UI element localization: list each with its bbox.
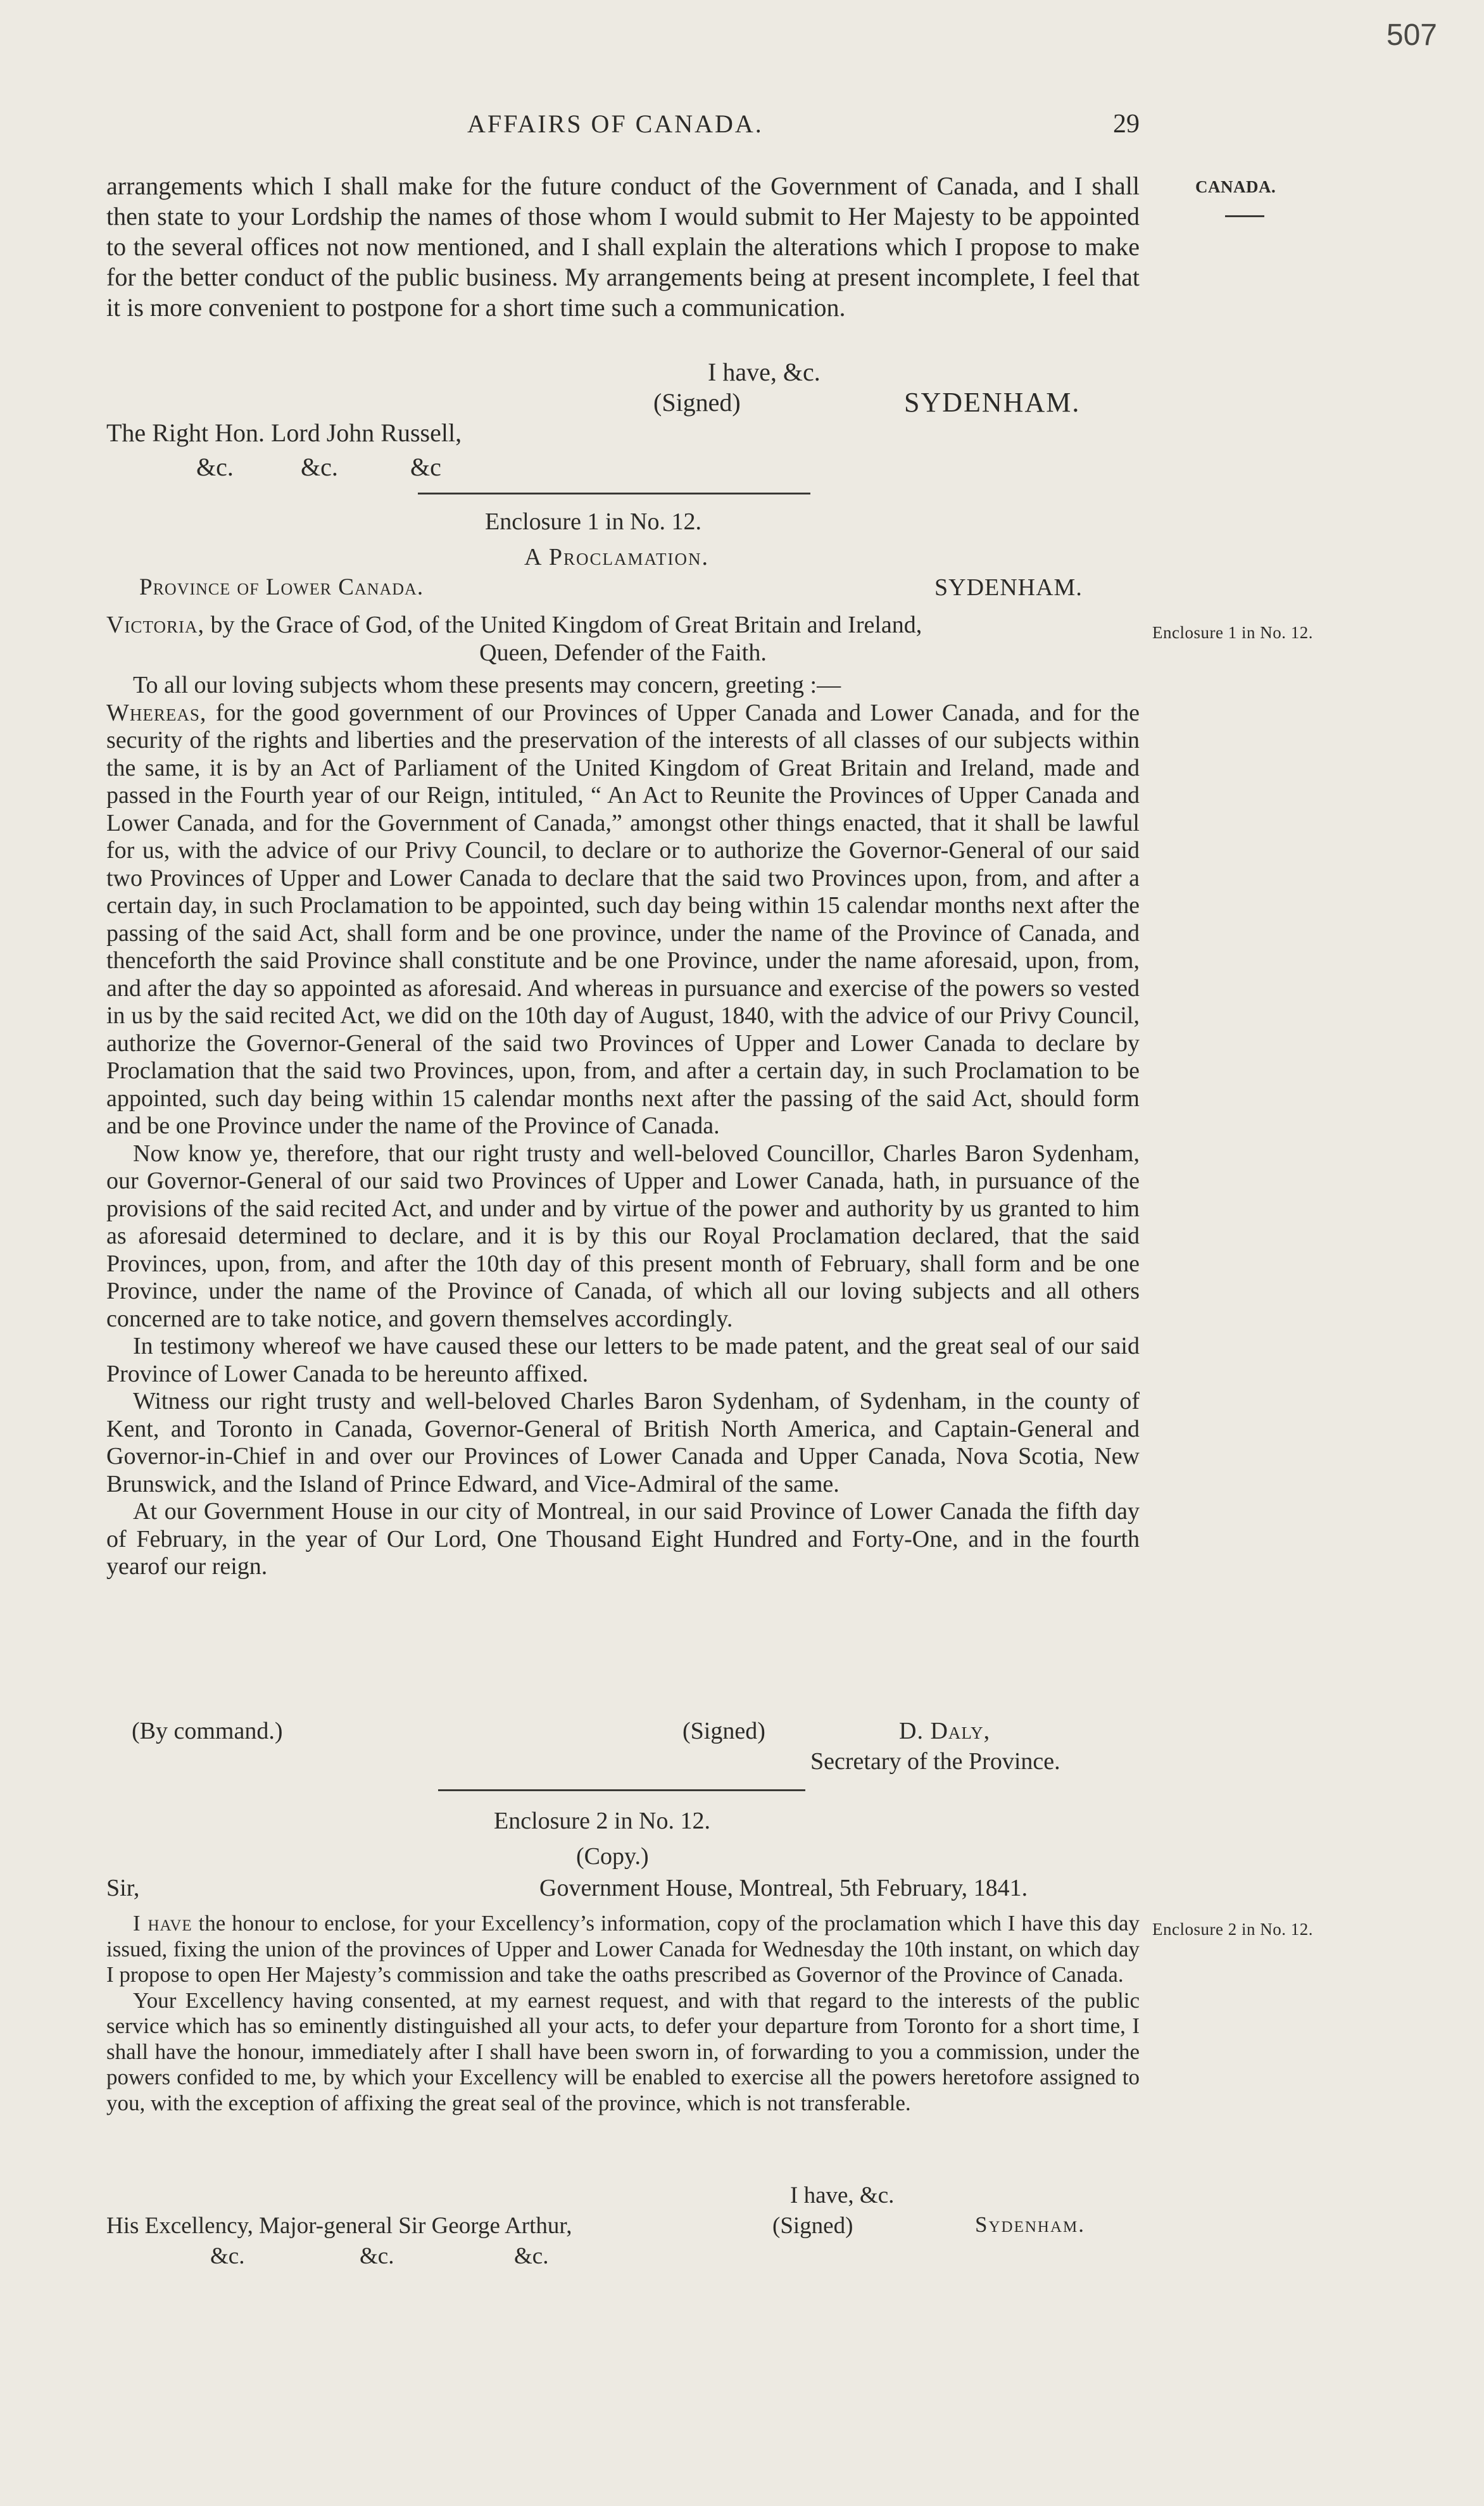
letter-signature: SYDENHAM.: [904, 387, 1081, 418]
testimony-paragraph: In testimony whereof we have caused these our letters to be made patent, and the great seal of our said Province of Lower Canada to be hereunto affixed.: [106, 1333, 1140, 1387]
now-know-paragraph: Now know ye, therefore, that our right trusty and well-beloved Councillor, Charles Baron Sydenham, our Governor-General of our said two Provinces of Upper and Lower Canada, hath, in pursuance of the provisions of the said recited Act, and under and by virtue of the power and authority by us granted to him as aforesaid determined to declare, and it is by this our Royal Proclamation declared, that the said Provinces, upon, from, and after the 10th day of this present month of February, shall form and be one Province, under the name of the Province of Canada, of which all our loving subjects and all others concerned are to take notice, and govern themselves accordingly.: [106, 1140, 1140, 1332]
enclosure-2-body: [106, 1911, 1140, 2116]
margin-note-enclosure-1: Enclosure 1 in No. 12.: [1152, 623, 1313, 642]
enclosure-2-paragraph-1: [106, 1911, 1140, 1988]
margin-note-rule: [1225, 215, 1264, 217]
running-head: [0, 109, 1484, 147]
enclosure-2-addressee: His Excellency, Major-general Sir George Arthur,: [106, 2213, 572, 2239]
salutation: Sir,: [106, 1875, 140, 1901]
page-number: 507: [1386, 18, 1437, 52]
margin-note-canada: CANADA.: [1195, 177, 1276, 196]
province-heading: Province of Lower Canada.: [139, 574, 424, 600]
enclosure-2-etc-2: &c.: [360, 2243, 394, 2269]
victoria-line: [106, 612, 1140, 639]
margin-note-enclosure-2: Enclosure 2 in No. 12.: [1152, 1920, 1313, 1939]
secretary-title: Secretary of the Province.: [810, 1748, 1060, 1775]
letter-etc-2: &c.: [301, 453, 338, 481]
section-divider-2: [438, 1789, 805, 1791]
letter-addressee: The Right Hon. Lord John Russell,: [106, 419, 462, 447]
victoria-lead: Victoria,: [106, 612, 204, 638]
letter-etc-3: &c: [410, 453, 441, 481]
whereas-lead: Whereas,: [106, 699, 207, 726]
enclosure-2-closing: I have, &c.: [790, 2182, 895, 2208]
proclamation-title: A Proclamation.: [524, 544, 709, 570]
letter-place-date: Government House, Montreal, 5th February, 1841.: [539, 1875, 1028, 1901]
witness-paragraph: Witness our right trusty and well-beloved Charles Baron Sydenham, of Sydenham, in the county of Kent, and Toronto in Canada, Governor-General of British North America, and Captain-General and Governor-in-Chief in and over our Provinces of Lower Canada and Upper Canada, Nova Scotia, New Brunswick, and the Island of Prince Edward, and Vice-Admiral of the same.: [106, 1388, 1140, 1497]
proclamation-signed: (Signed): [682, 1718, 765, 1744]
enclosure-2-etc-1: &c.: [210, 2243, 245, 2269]
letter-signed: (Signed): [653, 388, 741, 417]
paragraph-lead: I have: [133, 1911, 192, 1936]
copy-label: (Copy.): [576, 1843, 649, 1870]
whereas-rest: for the good government of our Provinces of Upper Canada and Lower Canada, and for the security of the rights and liberties and the preservation of the interests of all classes of our subjects within the same, it is by an Act of Parliament of the United Kingdom of Great Britain and Ireland, made and passed in the Fourth year of our Reign, intituled, “ An Act to Reunite the Provinces of Upper Canada and Lower Canada, and for the Government of Canada,” amongst other things enacted, that it shall be lawful for us, with the advice of our Privy Council, to declare or to authorize the Governor-General of our said two Provinces of Upper and Lower Canada to declare that the said two Provinces upon, from, and after a certain day, in such Proclamation to be appointed, such day being within 15 calendar months next after the passing of the said Act, shall form and be one province, under the name of the Province of Canada, and thenceforth the said Province shall constitute and be one Province, under the name aforesaid, upon, from, and after the day so appointed as aforesaid. And whereas in pursuance and exercise of the powers so vested in us by the said recited Act, we did on the 10th day of August, 1840, with the advice of our Privy Council, authorize the Governor-General of the said two Provinces of Upper and Lower Canada to declare by Proclamation that the said two Provinces, upon, from, and after a certain day, in such Proclamation to be appointed, such day being within 15 calendar months next after the passing of the said Act, should form and be one Province under the name of the Province of Canada.: [106, 699, 1140, 1139]
enclosure-2-etc-3: &c.: [514, 2243, 549, 2269]
greeting: To all our loving subjects whom these presents may concern, greeting :—: [133, 672, 841, 698]
section-divider: [418, 493, 810, 494]
by-command: (By command.): [132, 1718, 283, 1744]
proclamation-body: [106, 612, 1140, 1581]
enclosure-1-heading: Enclosure 1 in No. 12.: [485, 508, 701, 535]
letter-body: [106, 171, 1140, 323]
letter-paragraph: arrangements which I shall make for the future conduct of the Government of Canada, and I shall then state to your Lordship the names of those whom I would submit to Her Majesty to be appointed to the several offices not now mentioned, and I shall explain the alterations which I propose to make for the better conduct of the public business. My arrangements being at present incomplete, I feel that it is more convenient to postpone for a short time such a communication.: [106, 172, 1140, 322]
enclosure-2-signature: Sydenham.: [975, 2212, 1085, 2237]
letter-etc-1: &c.: [196, 453, 234, 481]
letter-closing: I have, &c.: [708, 358, 821, 386]
paragraph-rest: the honour to enclose, for your Excellency’s information, copy of the proclamation which I have this day issued, fixing the union of the provinces of Upper and Lower Canada for Wednesday the 10th instant, on which day I propose to open Her Majesty’s commission and take the oaths prescribed as Governor of the Province of Canada.: [106, 1911, 1140, 1987]
secretary-name: D. Daly,: [899, 1718, 991, 1744]
running-folio: 29: [1113, 110, 1140, 139]
given-at-paragraph: At our Government House in our city of Montreal, in our said Province of Lower Canada the fifth day of February, in the year of Our Lord, One Thousand Eight Hundred and Forty-One, and in the fourth yearof our reign.: [106, 1498, 1140, 1580]
whereas-paragraph: [106, 700, 1140, 1140]
enclosure-2-paragraph-2: Your Excellency having consented, at my earnest request, and with that regard to the interests of the public service which has so eminently distinguished all your acts, to defer your departure from Toronto for a short time, I shall have the honour, immediately after I shall have been sworn in, of forwarding to you a commission, under the powers confided to me, by which your Excellency will be enabled to exercise all the powers heretofore assigned to you, with the exception of affixing the great seal of the province, which is not transferable.: [106, 1987, 1140, 2115]
enclosure-2-heading: Enclosure 2 in No. 12.: [494, 1808, 710, 1834]
proclamation-signer: SYDENHAM.: [934, 574, 1083, 601]
running-title: AFFAIRS OF CANADA.: [467, 110, 764, 138]
victoria-line-2: Queen, Defender of the Faith.: [479, 639, 767, 666]
enclosure-2-signed: (Signed): [772, 2213, 853, 2239]
victoria-rest: by the Grace of God, of the United Kingdom of Great Britain and Ireland,: [210, 612, 922, 638]
